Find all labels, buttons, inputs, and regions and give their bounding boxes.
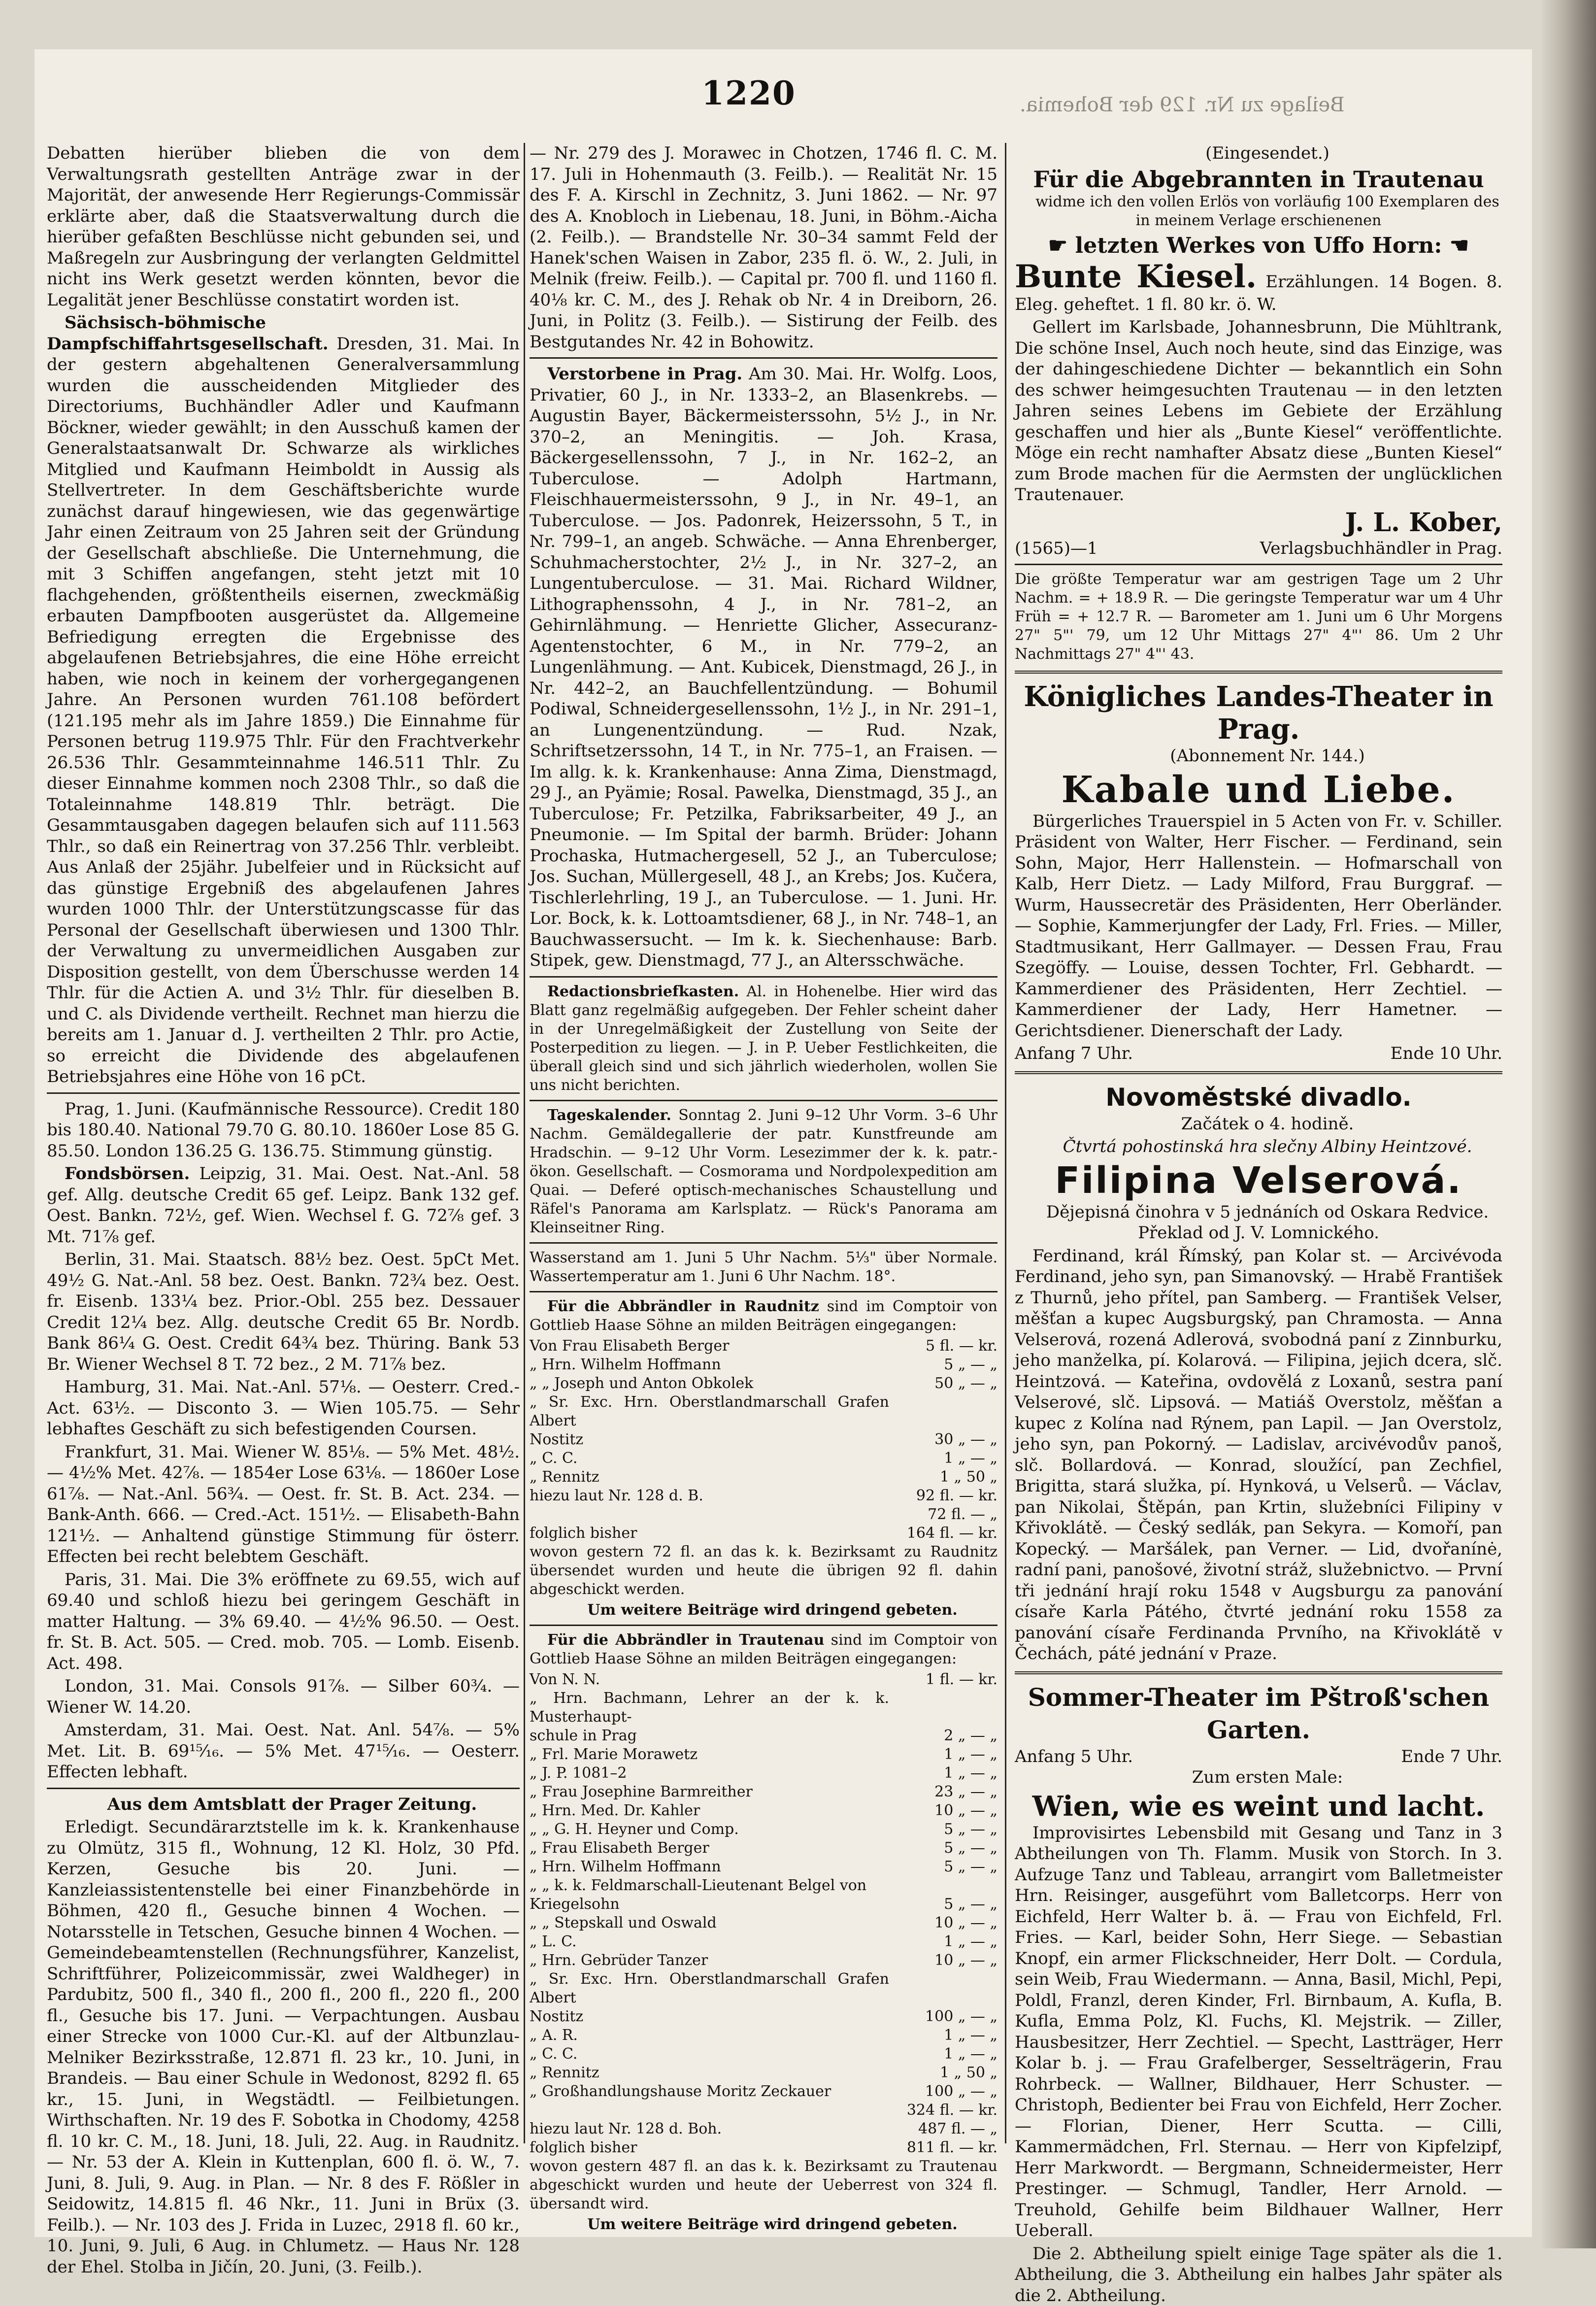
donation-amount: 5 „ — „ [889, 1356, 998, 1374]
donation-row [530, 2101, 998, 2120]
donation-row [530, 2120, 998, 2138]
donation-amount: 1 „ — „ [889, 1764, 998, 1783]
donor-name: folglich bisher [530, 2138, 889, 2157]
donor-name: „ L. C. [530, 1933, 889, 1951]
donor-name: „ „ Stepskall und Oswald [530, 1914, 889, 1933]
theater-title: Sommer-Theater im Pštroß'schen Garten. [1015, 1681, 1502, 1746]
donor-name: „ „ k. k. Feldmarschall-Lieutenant Belgel von [530, 1876, 889, 1895]
donation-row [530, 1764, 998, 1783]
column-1 [47, 143, 520, 2148]
donation-row [530, 1914, 998, 1933]
donor-name: „ Hrn. Gebrüder Tanzer [530, 1951, 889, 1970]
donation-row [530, 1374, 998, 1393]
donation-row [530, 1524, 998, 1543]
donation-row [530, 2064, 998, 2082]
donor-name: „ Frl. Marie Morawetz [530, 1745, 889, 1764]
column-rule [524, 143, 525, 2143]
donation-row [530, 1783, 998, 1801]
cast-list: Ferdinand, král Římský, pan Kolar st. — Arcivévoda Ferdinand, jeho syn, pan Simanovský. — Hrabě František z Thurnů, jeho přítel, pan Samberg. — František Velser, měšťan a kupec Augsburgský, pan Chramosta. — Anna Velserová, rozená Adlerová, svobodná paní z Zinnburku, jeho manželka, pí. Kolarová. — Filipina, jejich dcera, slč. Heintzová. — Kateřina, ovdovělá z Loxanů, sestra paní Velserové, slč. Lipsová. — Matiáš Overstolz, měšťan a kupec z Kolína nad Rýnem, pan Lapil. — Jan Overstolz, jeho syn, pan Pokorný. — Ladislav, arcivévodův panoš, slč. Bollardová. — Konrad, sloužící, pan Zechfiel, Brigitta, stará služka, pí. Hynková, u Velserů. — Václav, pan Nikolai, Štěpán, pan Krtin, služebníci Filipiny v Křivoklátě. — Český sedlák, pan Sekyra. — Komoří, pan Kopecký. — Maršálek, pan Verner. — Lid, dvořanínė, radní pani, panošové, životní stráž, služebnictvo. — První tři jednání hrají roku 1548 v Augsburgu za panování císaře Karla Pátého, čtvrté jednání roku 1558 za panování císaře Ferdinanda Prvního, na Křivoklátě v Čechách, páté jednání v Praze. [1015, 1246, 1502, 1664]
donor-name: „ C. C. [530, 2045, 889, 2064]
donation-row [530, 1487, 998, 1505]
donation-row [530, 1393, 998, 1430]
donation-amount: 5 „ — „ [889, 1839, 998, 1858]
donation-row [530, 2082, 998, 2101]
donor-name [530, 1505, 889, 1524]
paragraph: wovon gestern 72 fl. an das k. k. Bezirksamt zu Raudnitz übersendet wurden und heute die übrigen 92 fl. dahin abgeschickt werden. [530, 1543, 998, 1599]
donation-row [530, 1933, 998, 1951]
cast-list: Improvisirtes Lebensbild mit Gesang und Tanz in 3 Abtheilungen von Th. Flamm. Musik von Storch. In 3. Aufzuge Tanz und Tableau, arrangirt vom Balletmeister Hrn. Reisinger, ausgeführt vom Balletcorps. Herr von Eichfeld, Herr Walter b. ä. — Frau von Eichfeld, Frl. Fries. — Karl, beider Sohn, Herr Siege. — Sebastian Knopf, ein armer Flickschneider, Herr Dolt. — Cordula, sein Weib, Frau Wiedermann. — Anna, Basil, Michl, Pepi, Poldl, Franzl, deren Kinder, Frl. Birnbaum, A. Kufla, B. Kufla, Emma Polz, Kl. Fuchs, Kl. Mejstrik. — Ziller, Hausbesitzer, Herr Zechtiel. — Specht, Lastträger, Herr Kolar b. j. — Frau Grafelberger, Sesselträgerin, Frau Rohrbeck. — Wallner, Bildhauer, Herr Schuster. — Christoph, Bedienter bei Frau von Eichfeld, Herr Zocher. — Florian, Diener, Herr Scutta. — Cilli, Kammermädchen, Frl. Sternau. — Herr von Kipfelzipf, Herr Markwordt. — Bergmann, Schneidermeister, Herr Prestinger. — Schmugl, Tandler, Herr Arnold. — Treuhold, Gehilfe beim Bildhauer Wallner, Herr Ueberall. [1015, 1823, 1502, 2241]
start-time: Začátek o 4. hodině. [1015, 1114, 1502, 1135]
donor-name: „ Hrn. Med. Dr. Kahler [530, 1801, 889, 1820]
donation-row [530, 1468, 998, 1487]
ad-signature-title: Verlagsbuchhändler in Prag. [1260, 538, 1502, 559]
section-heading: Tageskalender. [547, 1107, 671, 1124]
donation-row [530, 1505, 998, 1524]
paragraph: — Nr. 279 des J. Morawec in Chotzen, 1746 fl. C. M. 17. Juli in Hohenmauth (3. Feilb.). — Realität Nr. 15 des F. A. Kirschl in Zechnitz, 3. Juni 1862. — Nr. 97 des A. Knobloch in Liebenau, 18. Juni, in Böhm.-Aicha (2. Feilb.). — Brandstelle Nr. 30–34 sammt Feld der Hanek'schen Waisen in Zabor, 235 fl. ö. W., 2. Juli, in Melnik (freiw. Feilb.). — Capital pr. 700 fl. und 1160 fl. 40⅛ kr. C. M., des J. Rehak ob Nr. 4 in Dreiborn, 26. Juni, in Politz (3. Feilb.). — Sistirung der Feilb. des Bestgutandes Nr. 42 in Bohowitz. [530, 143, 998, 352]
bleed-through-header: Beilage zu Nr. 129 der Bohemia. [1020, 94, 1512, 116]
play-title: Kabale und Liebe. [1015, 769, 1502, 811]
section-heading: Für die Abbrändler in Trautenau [547, 1631, 824, 1649]
donation-amount [889, 1970, 998, 2007]
ad-werk-text: letzten Werkes von Uffo Horn: [1075, 233, 1442, 258]
donation-amount: 92 fl. — kr. [889, 1487, 998, 1505]
donor-name: Kriegelsohn [530, 1895, 889, 1914]
donation-table-trautenau [530, 1670, 998, 2157]
paragraph: Debatten hierüber blieben die von dem Verwaltungsrath gestellten Anträge zwar in der Majorität, der anwesende Herr Regierungs-Commissär erklärte aber, daß die Staatsverwaltung durch die hierüber gefaßten Beschlüsse nicht gebunden sei, und Maßregeln zur Ausbringung der verlangten Geldmittel nicht ins Werk gesetzt werden könnten, bevor die Legalität jener Beschlüsse constatirt worden ist. [47, 143, 520, 310]
donation-amount: 1 „ — „ [889, 1933, 998, 1951]
donor-name: „ „ Joseph und Anton Obkolek [530, 1374, 889, 1393]
paragraph: Erledigt. Secundärarztstelle im k. k. Krankenhause zu Olmütz, 315 fl., Wohnung, 12 Kl. Holz, 30 Pfd. Kerzen, Gesuche bis 20. Juni. — Kanzleiassistentenstelle bei einer Finanzbehörde in Böhmen, 420 fl., Gesuche binnen 4 Wochen. — Notarsstelle in Tetschen, Gesuche binnen 4 Wochen. — Gemeindebeamtenstellen (Rechnungsführer, Kanzelist, Schriftführer, Polizeicommissär, zwei Waldheger) in Pardubitz, 500 fl., 340 fl., 200 fl., 200 fl., 220 fl., 200 fl., Gesuche bis 17. Juni. — Verpachtungen. Ausbau einer Strecke von 1000 Cur.-Kl. auf der Altbunzlau-Melniker Bezirksstraße, 12.871 fl. 23 kr., 10. Juni, in Brandeis. — Bau einer Schule in Wedonost, 8292 fl. 65 kr., 15. Juni, in Wegstädtl. — Feilbietungen. Wirthschaften. Nr. 19 des F. Sobotka in Chodomy, 4258 fl. 10 kr. C. M., 18. Juni, 18. Juli, 22. Aug. in Raudnitz. — Nr. 53 der A. Klein in Kuttenplan, 600 fl. ö. W., 7. Juni, 8. Juli, 9. Aug. in Plan. — Nr. 8 des F. Rößler in Seidowitz, 14.815 fl. 46 Nkr., 11. Juni in Brüx (3. Feilb.). — Nr. 103 des J. Frida in Luzec, 2918 fl. 60 kr., 10. Juni, 9. Juli, 6 Aug. in Chlumetz. — Haus Nr. 128 der Ehel. Stolba in Jičín, 20. Juni, (3. Feilb.). [47, 1817, 520, 2277]
column-3 [1015, 143, 1502, 2148]
donation-amount: 324 fl. — kr. [889, 2101, 998, 2120]
ad-book-title: Bunte Kiesel. [1015, 258, 1257, 295]
hand-pointer-icon: ☚ [1442, 233, 1469, 258]
paragraph: Dresden, 31. Mai. In der gestern abgehaltenen Generalversammlung wurden die ausscheidenden Mitglieder des Directoriums, Buchhändler Adler und Kaufmann Böckner, wieder gewählt; in den Ausschuß kamen der Generalstaatsanwalt Dr. Schwarze als wirkliches Mitglied und Kaufmann Heimboldt in Aussig als Stellvertreter. In dem Geschäftsberichte wurde zunächst darauf hingewiesen, wie das gegenwärtige Jahr einen Zeitraum von 25 Jahren seit der Gründung der Gesellschaft abschließe. Die Unternehmung, die mit 3 Schiffen angefangen, steht jetzt mit 10 flachgehenden, größtentheils eisernen, zweckmäßig erbauten Dampfbooten ausgerüstet da. Allgemeine Befriedigung erregten die Ergebnisse des abgelaufenen Betriebsjahres, die eine Höhe erreicht haben, wie noch in keinem der vorhergegangenen Jahre. An Personen wurden 761.108 befördert (121.195 mehr als im Jahre 1859.) Die Einnahme für Personen betrug 119.975 Thlr. Für den Frachtverkehr 26.536 Thlr. Gesammteinnahme 146.511 Thlr. Zu dieser Einnahme kommen noch 2308 Thlr., so daß die Totaleinnahme 148.819 Thlr. beträgt. Die Gesammtausgaben dagegen belaufen sich auf 111.563 Thlr., so daß ein Reinertrag von 37.256 Thlr. verbleibt. Aus Anlaß der 25jähr. Jubelfeier und in Rücksicht auf das günstige Ergebniß des abgelaufenen Jahres wurden 1000 Thlr. der Unterstützungscasse für das Personal der Gesellschaft überwiesen und 1300 Thlr. der Verwaltung zu unvermeidlichen Ausgaben zur Disposition gestellt, von dem Überschusse werden 14 Thlr. für die Actien A. und 3½ Thlr. für dieselben B. und C. als Dividende vertheilt. Rechnet man hierzu die bereits am 1. Januar d. J. vertheilten 2 Thlr. pro Actie, so erreicht die Dividende des abgelaufenen Betriebsjahres eine Höhe von 16 pCt. [47, 334, 520, 1087]
donation-amount: 1 „ — „ [889, 1745, 998, 1764]
donation-row [530, 1951, 998, 1970]
paragraph: Berlin, 31. Mai. Staatsch. 88½ bez. Oest. 5pCt Met. 49½ G. Nat.-Anl. 58 bez. Oest. Bankn. 72¾ bez. Oest. fr. Eisenb. 133¼ bez. Prior.-Obl. 255 bez. Dessauer Credit 12¼ bez. Allg. deutsche Credit 65 Br. Nordb. Bank 86¼ G. Oest. Credit 64¾ bez. Thüring. Bank 53 Br. Wiener Wechsel 8 T. 72 bez., 2 M. 71⅞ bez. [47, 1249, 520, 1375]
start-time: Anfang 7 Uhr. [1015, 1043, 1133, 1064]
donation-amount [889, 1393, 998, 1430]
divider [530, 1291, 998, 1292]
divider [1015, 564, 1502, 565]
donation-row [530, 1745, 998, 1764]
donation-row [530, 1858, 998, 1876]
section-heading: Für die Abbrändler in Raudnitz [547, 1298, 819, 1315]
divider [530, 357, 998, 359]
ad-werk [1015, 232, 1502, 260]
theater-title: Novoměstské divadlo. [1015, 1081, 1502, 1114]
donation-amount: 2 „ — „ [889, 1727, 998, 1745]
donor-name: „ A. R. [530, 2026, 889, 2045]
section-heading: Aus dem Amtsblatt der Prager Zeitung. [47, 1794, 520, 1815]
donation-amount: 1 „ 50 „ [889, 2064, 998, 2082]
column-2 [530, 143, 998, 2138]
donation-row [530, 1727, 998, 1745]
donor-name: „ Hrn. Wilhelm Hoffmann [530, 1858, 889, 1876]
donation-row [530, 1820, 998, 1839]
donor-name: „ Frau Josephine Barmreither [530, 1783, 889, 1801]
donor-name: „ Frau Elisabeth Berger [530, 1839, 889, 1858]
donor-name: „ J. P. 1081–2 [530, 1764, 889, 1783]
donation-amount: 487 fl. — „ [889, 2120, 998, 2138]
donation-amount: 10 „ — „ [889, 1914, 998, 1933]
cast-list: Bürgerliches Trauerspiel in 5 Acten von Fr. v. Schiller. Präsident von Walter, Herr Fischer. — Ferdinand, sein Sohn, Major, Herr Hallenstein. — Hofmarschall von Kalb, Herr Dietz. — Lady Milford, Frau Burggraf. — Wurm, Haussecretär des Präsidenten, Herr Oberländer. — Sophie, Kammerjungfer der Lady, Frl. Fries. — Miller, Stadtmusikant, Herr Gallmayer. — Dessen Frau, Frau Szegöffy. — Louise, dessen Tochter, Frl. Gebhardt. — Kammerdiener des Präsidenten, Herr Zechtiel. — Kammerdiener der Lady, Herr Hametner. — Gerichtsdiener. Dienerschaft der Lady. [1015, 811, 1502, 1042]
divider [530, 1100, 998, 1101]
donor-name: „ Rennitz [530, 2064, 889, 2082]
donation-amount [889, 1689, 998, 1727]
section-heading: Verstorbene in Prag. [547, 364, 742, 384]
paragraph: Hamburg, 31. Mai. Nat.-Anl. 57⅛. — Oesterr. Cred.-Act. 63½. — Disconto 3. — Wien 105.75. — Sehr lebhaftes Geschäft zu sich befestigenden Coursen. [47, 1377, 520, 1440]
ad-title: Für die Abgebrannten in Trautenau [1015, 166, 1502, 193]
paragraph: Amsterdam, 31. Mai. Oest. Nat. Anl. 54⅞. — 5% Met. Lit. B. 69¹⁵⁄₁₆. — 5% Met. 47¹⁵⁄₁₆. — Oesterr. Effecten lebhaft. [47, 1720, 520, 1783]
paragraph: Al. in Hohenelbe. Hier wird das Blatt ganz regelmäßig aufgegeben. Der Fehler scheint daher in der Unregelmäßigkeit der Zustellung von Seite der Posterpedition zu liegen. — J. in P. Ueber Festlichkeiten, die überall gleich sind und sich jährlich wiederholen, wollen Sie uns nicht berichten. [530, 983, 998, 1094]
donor-name: „ Rennitz [530, 1468, 889, 1487]
donation-amount [889, 1876, 998, 1895]
water-level: Wasserstand am 1. Juni 5 Uhr Nachm. 5⅓" über Normale. Wassertemperatur am 1. Juni 6 Uhr Nachm. 18°. [530, 1249, 998, 1286]
play-title: Filipina Velserová. [1015, 1159, 1502, 1202]
donation-amount: 100 „ — „ [889, 2082, 998, 2101]
donor-name: Von N. N. [530, 1670, 889, 1689]
donation-row [530, 1895, 998, 1914]
appeal: Um weitere Beiträge wird dringend gebeten. [530, 1601, 998, 1620]
donation-amount: 72 fl. — „ [889, 1505, 998, 1524]
donation-amount: 23 „ — „ [889, 1783, 998, 1801]
ad-ref: (1565)—1 [1015, 538, 1098, 559]
donation-amount: 30 „ — „ [889, 1430, 998, 1449]
paragraph: London, 31. Mai. Consols 91⅞. — Silber 60¾. — Wiener W. 14.20. [47, 1676, 520, 1718]
donation-amount: 10 „ — „ [889, 1951, 998, 1970]
donation-row [530, 1801, 998, 1820]
ad-signature: J. L. Kober, [1015, 508, 1502, 538]
donor-name [530, 2101, 889, 2120]
donation-row [530, 1430, 998, 1449]
paragraph: Sonntag 2. Juni 9–12 Uhr Vorm. 3–6 Uhr Nachm. Gemäldegallerie der patr. Kunstfreunde am Hradschin. — 9–12 Uhr Vorm. Lesezimmer der k. k. patr.-ökon. Gesellschaft. — Cosmorama und Nordpolexpedition am Quai. — Deferé optisch-mechanisches Schaustellung und Räfel's Panorama am Karlsplatz. — Rück's Panorama am Kleinseitner Ring. [530, 1107, 998, 1236]
donation-row [530, 1689, 998, 1727]
column-rule [1005, 143, 1006, 2143]
hand-pointer-icon: ☛ [1048, 233, 1075, 258]
donor-name: „ Hrn. Bachmann, Lehrer an der k. k. Musterhaupt- [530, 1689, 889, 1727]
donor-name: Nostitz [530, 2007, 889, 2026]
donor-name: hiezu laut Nr. 128 d. Boh. [530, 2120, 889, 2138]
divider [1015, 671, 1502, 674]
paragraph: Leipzig, 31. Mai. Oest. Nat.-Anl. 58 gef. Allg. deutsche Credit 65 gef. Leipz. Bank 132 gef. Oest. Bankn. 72½, gef. Wien. Wechsel f. G. 72⅞ gef. 3 Mt. 71⅞ gef. [47, 1164, 520, 1247]
theater-subtitle: Čtvrtá pohostinská hra slečny Albiny Heintzové. [1015, 1136, 1502, 1157]
divider [530, 1242, 998, 1244]
donor-name: Nostitz [530, 1430, 889, 1449]
page-edge [1542, 0, 1596, 2248]
donation-row [530, 2007, 998, 2026]
page-number: 1220 [675, 74, 823, 112]
section-heading: Fondsbörsen. [65, 1164, 190, 1184]
paragraph: Gellert im Karlsbade, Johannesbrunn, Die Mühltrank, Die schöne Insel, Auch noch heute, sind das Einzige, was der dahingeschiedene Dichter — bekanntlich ein Sohn des schwer heimgesuchten Trautenau — in den letzten Jahren seines Lebens im Gebiete der Erzählung geschaffen und hier als „Bunte Kiesel“ veröffentlichte. Möge ein recht namhafter Absatz diese „Bunten Kiesel“ zum Brode machen für die Aermsten der unglücklichen Trautenauer. [1015, 317, 1502, 506]
donation-row [530, 1970, 998, 2007]
paragraph: Am 30. Mai. Hr. Wolfg. Loos, Privatier, 60 J., in Nr. 1333–2, an Blasenkrebs. — Augustin Bayer, Bäckermeisterssohn, 5½ J., in Nr. 370–2, an Meningitis. — Joh. Krasa, Bäckergesellenssohn, 7 J., in Nr. 162–2, an Tuberculose. — Adolph Hartmann, Fleischhauermeisterssohn, 9 J., in Nr. 49–1, an Tuberculose. — Jos. Padonrek, Heizerssohn, 5 T., in Nr. 799–1, an angeb. Schwäche. — Anna Ehrenberger, Schuhmacherstochter, 2½ J., in Nr. 327–2, an Lungentuberculose. — 31. Mai. Richard Wildner, Lithographenssohn, 4 J., in Nr. 781–2, an Gehirnlähmung. — Henriette Glicher, Assecuranz-Agentenstochter, 6 M., in Nr. 779–2, an Lungenlähmung. — Ant. Kubicek, Dienstmagd, 26 J., in Nr. 442–2, an Bauchfellentzündung. — Bohumil Podiwal, Schneidergesellenssohn, 1½ J., in Nr. 291–1, an Lungenentzündung. — Rud. Nzak, Schriftsetzerssohn, 14 T., in Nr. 775–1, an Fraisen. — Im allg. k. k. Krankenhause: Anna Zima, Dienstmagd, 29 J., an Pyämie; Rosal. Pawelka, Dienstmagd, 35 J., an Tuberculose; Fr. Petzilka, Fabriksarbeiter, 49 J., an Pneumonie. — Im Spital der barmh. Brüder: Johann Prochaska, Hutmachergesell, 52 J., an Tuberculose; Jos. Suchan, Müllergesell, 48 J., an Krebs; Jos. Kučera, Tischlerlehrling, 19 J., an Tuberculose. — 1. Juni. Hr. Lor. Bock, k. k. Lottoamtsdiener, 68 J., in Nr. 748–1, an Bauchwassersucht. — Im k. k. Siechenhause: Barb. Stipek, gew. Dienstmagd, 77 J., an Altersschwäche. [530, 364, 998, 970]
theater-abonnement: (Abonnement Nr. 144.) [1015, 746, 1502, 767]
start-time: Anfang 5 Uhr. [1015, 1746, 1133, 1767]
donor-name: hiezu laut Nr. 128 d. B. [530, 1487, 889, 1505]
ad-book-info: Erzählungen. 14 Bogen. 8. Eleg. geheftet. 1 fl. 80 kr. ö. W. [1015, 272, 1502, 314]
donation-row [530, 1876, 998, 1895]
divider [1015, 1671, 1502, 1674]
end-time: Ende 7 Uhr. [1401, 1746, 1502, 1767]
paragraph: Prag, 1. Juni. (Kaufmännische Ressource). Credit 180 bis 180.40. National 79.70 G. 80.10. 1860er Lose 85 G. 85.50. London 136.25 G. 136.75. Stimmung günstig. [47, 1099, 520, 1162]
divider [47, 1788, 520, 1789]
section-heading: Sächsisch-böhmische Dampfschiffahrtsgesellschaft. [47, 313, 329, 354]
divider [1015, 1071, 1502, 1074]
donor-name: schule in Prag [530, 1727, 889, 1745]
donation-amount: 5 „ — „ [889, 1820, 998, 1839]
section-heading: Redactionsbriefkasten. [547, 983, 739, 1000]
donor-name: „ C. C. [530, 1449, 889, 1468]
donation-amount: 1 „ — „ [889, 2026, 998, 2045]
weather-report: Die größte Temperatur war am gestrigen Tage um 2 Uhr Nachm. = + 18.9 R. — Die geringste Temperatur war um 4 Uhr Früh = + 12.7 R. — Barometer am 1. Juni um 6 Uhr Morgens 27" 5"' 79, um 12 Uhr Mittags 27" 4"' 86. Um 2 Uhr Nachmittags 27" 4"' 43. [1015, 570, 1502, 664]
donor-name: „ Sr. Exc. Hrn. Oberstlandmarschall Grafen Albert [530, 1970, 889, 2007]
donor-name: „ „ G. H. Heyner und Comp. [530, 1820, 889, 1839]
donation-amount: 100 „ — „ [889, 2007, 998, 2026]
donor-name: „ Großhandlungshause Moritz Zeckauer [530, 2082, 889, 2101]
theater-title: Königliches Landes-Theater in Prag. [1015, 680, 1502, 746]
paragraph: sind im Comptoir von Gottlieb Haase Söhne an milden Beiträgen eingegangen: [530, 1631, 998, 1667]
donation-row [530, 2026, 998, 2045]
play-info: Dějepisná činohra v 5 jednáních od Oskara Redvice. Překlad od J. V. Lomnického. [1015, 1202, 1502, 1244]
donation-row [530, 1337, 998, 1356]
donation-amount: 1 fl. — kr. [889, 1670, 998, 1689]
donation-amount: 1 „ — „ [889, 2045, 998, 2064]
ad-label: (Eingesendet.) [1015, 143, 1502, 164]
donation-amount: 50 „ — „ [889, 1374, 998, 1393]
donation-amount: 811 fl. — kr. [889, 2138, 998, 2157]
paragraph: Paris, 31. Mai. Die 3% eröffnete zu 69.55, wich auf 69.40 und schloß hiezu bei geringem Geschäft in matter Haltung. — 3% 69.40. — 4½% 96.50. — Oest. fr. St. B. Act. 505. — Cred. mob. 705. — Lomb. Eisenb. Act. 498. [47, 1569, 520, 1674]
donor-name: Von Frau Elisabeth Berger [530, 1337, 889, 1356]
divider [47, 1092, 520, 1094]
donation-row [530, 2138, 998, 2157]
note: Die 2. Abtheilung spielt einige Tage später als die 1. Abtheilung, die 3. Abtheilung ein halbes Jahr später als die 2. Abtheilung. [1015, 2243, 1502, 2306]
donation-amount: 164 fl. — kr. [889, 1524, 998, 1543]
divider [530, 976, 998, 978]
appeal: Um weitere Beiträge wird dringend gebeten. [530, 2215, 998, 2234]
donation-amount: 10 „ — „ [889, 1801, 998, 1820]
paragraph: sind im Comptoir von Gottlieb Haase Söhne an milden Beiträgen eingegangen: [530, 1298, 998, 1334]
donation-amount: 5 „ — „ [889, 1858, 998, 1876]
donation-amount: 1 „ — „ [889, 1449, 998, 1468]
donation-row [530, 1356, 998, 1374]
donor-name: folglich bisher [530, 1524, 889, 1543]
donor-name: „ Sr. Exc. Hrn. Oberstlandmarschall Grafen Albert [530, 1393, 889, 1430]
play-title: Wien, wie es weint und lacht. [1015, 1790, 1502, 1823]
donation-row [530, 2045, 998, 2064]
paragraph: widme ich den vollen Erlös von vorläufig 100 Exemplaren des in meinem Verlage erschienenen [1015, 193, 1502, 230]
donor-name: „ Hrn. Wilhelm Hoffmann [530, 1356, 889, 1374]
donation-amount: 1 „ 50 „ [889, 1468, 998, 1487]
donation-amount: 5 „ — „ [889, 1895, 998, 1914]
donation-amount: 5 fl. — kr. [889, 1337, 998, 1356]
donation-table-raudnitz [530, 1337, 998, 1543]
end-time: Ende 10 Uhr. [1391, 1043, 1502, 1064]
donation-row [530, 1670, 998, 1689]
donation-row [530, 1839, 998, 1858]
donation-row [530, 1449, 998, 1468]
paragraph: Frankfurt, 31. Mai. Wiener W. 85⅛. — 5% Met. 48½. — 4½% Met. 42⅞. — 1854er Lose 63⅛. — 1860er Lose 61⅞. — Nat.-Anl. 56¾. — Oest. fr. St. B. Act. 234. — Bank-Anth. 666. — Cred.-Act. 151½. — Elisabeth-Bahn 121½. — Anhaltend günstige Stimmung für österr. Effecten bei recht belebtem Geschäft. [47, 1442, 520, 1567]
paragraph: wovon gestern 487 fl. an das k. k. Bezirksamt zu Trautenau abgeschickt wurden und heute der Ueberrest von 324 fl. übersandt wird. [530, 2157, 998, 2213]
first-performance: Zum ersten Male: [1015, 1767, 1502, 1788]
divider [530, 1625, 998, 1626]
